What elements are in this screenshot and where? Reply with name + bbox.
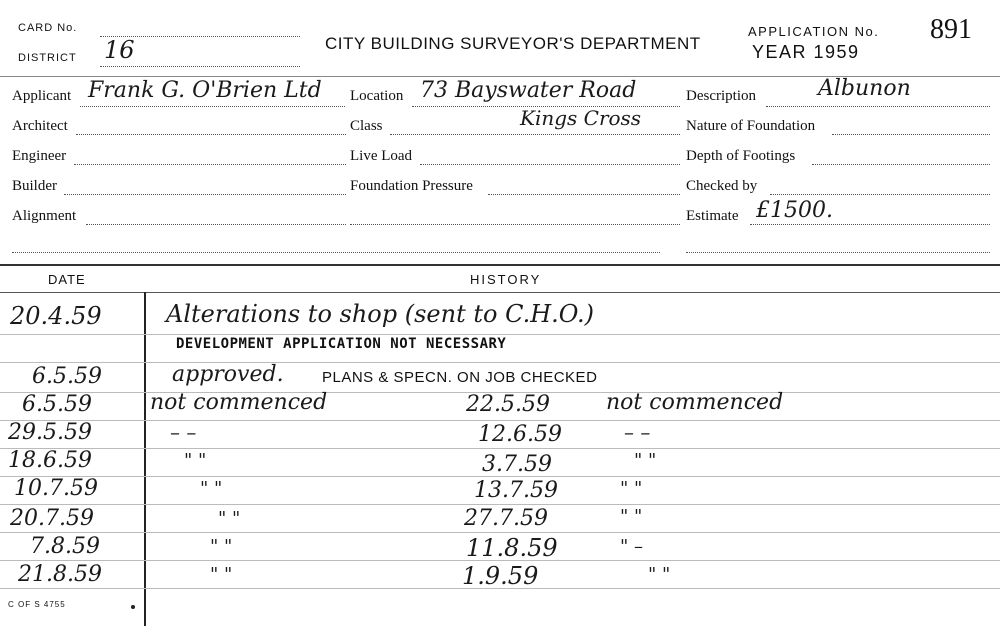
history-date: 29.5.59 [8, 420, 92, 445]
history-row-line [0, 334, 1000, 335]
history-entry: " " [184, 450, 207, 471]
history-entry-date: 3.7.59 [482, 452, 552, 477]
nature-line [832, 134, 990, 135]
builder-label: Builder [12, 178, 57, 194]
foundation-pressure-line [488, 194, 680, 195]
district-label: DISTRICT [18, 52, 77, 64]
depth-of-footings-label: Depth of Footings [686, 148, 796, 164]
history-row-line [0, 504, 1000, 505]
application-no-label: APPLICATION No. [748, 24, 880, 39]
history-top-rule [0, 264, 1000, 266]
history-entry-date: 13.7.59 [474, 478, 558, 503]
history-entry-note: " " [620, 506, 643, 527]
history-entry-date: 1.9.59 [462, 562, 539, 590]
history-entry: " " [218, 508, 241, 529]
history-date: 21.8.59 [18, 562, 102, 587]
architect-line [76, 134, 346, 135]
history-entry-note: " – [620, 536, 644, 557]
applicant-label: Applicant [12, 88, 72, 104]
history-stamp: PLANS & SPECN. ON JOB CHECKED [322, 369, 598, 386]
history-entry: " " [200, 478, 223, 499]
location-value: 73 Bayswater Road [420, 78, 637, 103]
class-line [390, 134, 680, 135]
history-date: 20.4.59 [10, 302, 102, 330]
estimate-label: Estimate [686, 208, 739, 224]
history-entry-date: 22.5.59 [466, 392, 550, 417]
card-no-label: CARD No. [18, 22, 78, 34]
history-date: 6.5.59 [22, 392, 92, 417]
ink-dot [131, 605, 135, 609]
date-header: DATE [48, 272, 86, 287]
history-row-line [0, 448, 1000, 449]
checked-line [770, 194, 990, 195]
history-entry-note: not commenced [606, 390, 784, 415]
foundation-pressure-label: Foundation Pressure [350, 178, 473, 194]
right-blank-line [686, 252, 990, 253]
architect-label: Architect [12, 118, 68, 134]
history-date: 6.5.59 [32, 364, 102, 389]
history-entry: " " [210, 564, 233, 585]
date-column-divider [144, 292, 146, 626]
blank-line-1 [12, 252, 660, 253]
alignment-label: Alignment [12, 208, 77, 224]
live-load-label: Live Load [350, 148, 413, 164]
history-date: 10.7.59 [14, 476, 98, 501]
department-title: CITY BUILDING SURVEYOR'S DEPARTMENT [325, 34, 701, 53]
checked-by-label: Checked by [686, 178, 758, 194]
history-entry-note: – – [624, 420, 651, 444]
nature-of-foundation-label: Nature of Foundation [686, 118, 816, 134]
history-row-line [0, 532, 1000, 533]
live-load-line [420, 164, 680, 165]
builder-line [64, 194, 346, 195]
application-no: 891 [930, 14, 972, 45]
history-entry-note: " " [648, 564, 671, 585]
engineer-label: Engineer [12, 148, 67, 164]
history-header-rule [0, 292, 1000, 293]
history-entry-date: 11.8.59 [466, 534, 558, 562]
history-row-line [0, 420, 1000, 421]
history-entry: Alterations to shop (sent to C.H.O.) [166, 300, 595, 328]
year: YEAR 1959 [752, 42, 860, 62]
description-value: Albunon [818, 76, 911, 101]
history-entry: not commenced [150, 390, 328, 415]
history-header: HISTORY [470, 272, 542, 287]
applicant-value: Frank G. O'Brien Ltd [88, 78, 322, 103]
description-label: Description [686, 88, 756, 104]
history-entry-date: 27.7.59 [464, 506, 548, 531]
history-row-line [0, 362, 1000, 363]
class-label: Class [350, 118, 383, 134]
depth-line [812, 164, 990, 165]
engineer-line [74, 164, 346, 165]
district-value: 16 [104, 36, 135, 64]
middle-blank-line [350, 224, 680, 225]
history-entry-note: " " [634, 450, 657, 471]
history-entry: approved. [172, 362, 284, 387]
history-entry: " " [210, 536, 233, 557]
history-stamp: DEVELOPMENT APPLICATION NOT NECESSARY [176, 336, 507, 352]
history-entry-date: 12.6.59 [478, 422, 562, 447]
history-date: 20.7.59 [10, 506, 94, 531]
history-date: 7.8.59 [30, 534, 100, 559]
history-entry-note: " " [620, 478, 643, 499]
history-entry: – – [170, 420, 197, 444]
location-label: Location [350, 88, 404, 104]
history-date: 18.6.59 [8, 448, 92, 473]
form-code: C OF S 4755 [8, 600, 66, 609]
applicant-line [80, 106, 345, 107]
description-line [766, 106, 990, 107]
district-line [100, 66, 300, 67]
estimate-value: £1500. [756, 198, 833, 223]
estimate-line [750, 224, 990, 225]
alignment-line [86, 224, 346, 225]
location-value-2: Kings Cross [520, 106, 642, 130]
